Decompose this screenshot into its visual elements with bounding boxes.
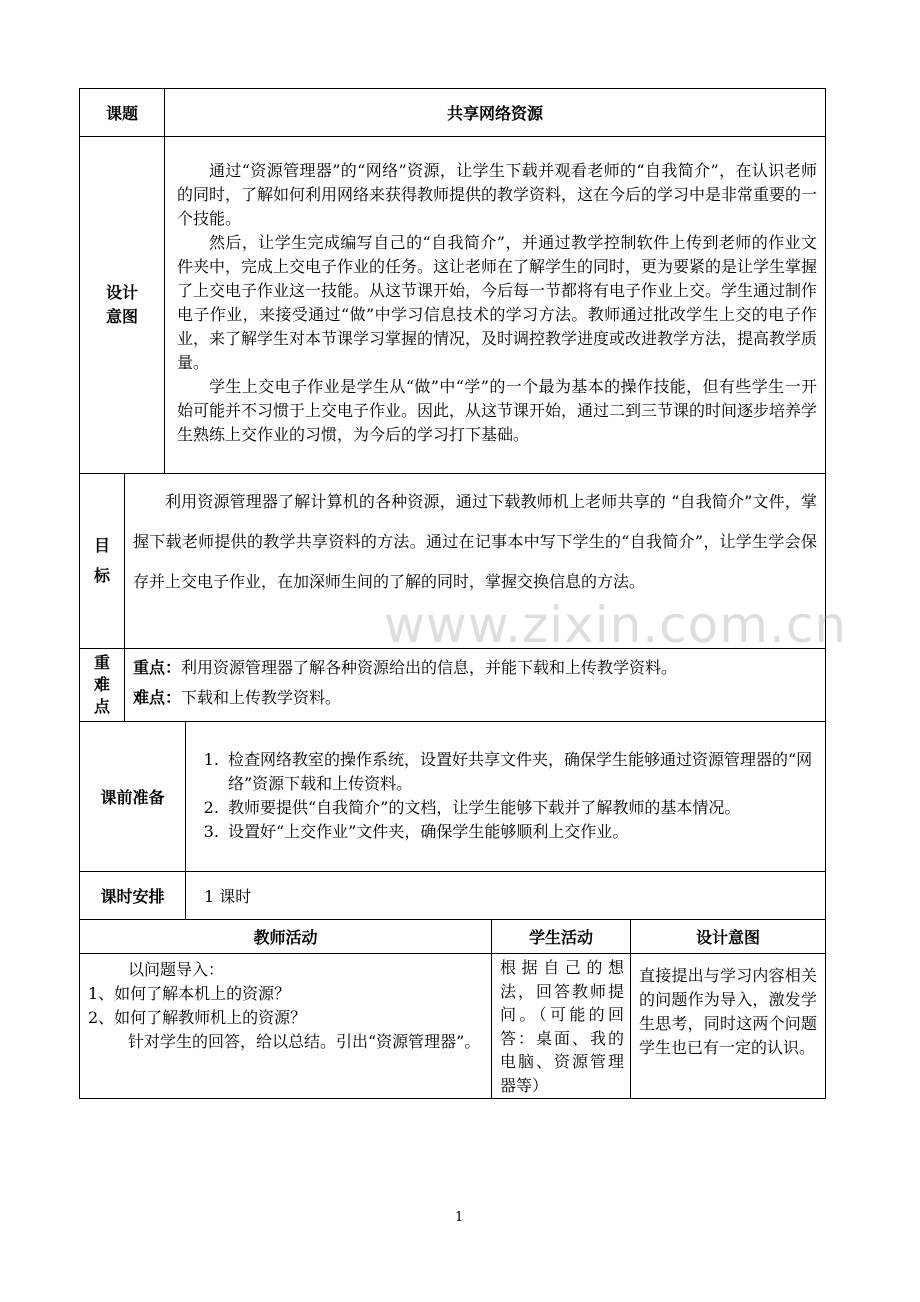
prep-list: [186, 748, 817, 844]
goal-label: 目 标: [79, 473, 125, 649]
schedule-value: 1 课时: [185, 871, 826, 920]
teacher-line-4: 针对学生的回答，给以总结。引出“资源管理器”。: [128, 1032, 481, 1051]
topic-value: 共享网络资源: [164, 88, 826, 137]
watermark: www.zixin.com.cn: [384, 596, 848, 654]
prep-item-3: 3. 设置好“上交作业”文件夹，确保学生能够顺利上交作业。: [224, 820, 817, 844]
prep-item-1: 1. 检查网络教室的操作系统，设置好共享文件夹，确保学生能够通过资源管理器的“网络”资源下载和上传资料。: [224, 748, 817, 796]
key-difficult-content: [124, 648, 826, 722]
teacher-line-3: 2、如何了解教师机上的资源？: [88, 1008, 307, 1027]
key-point: 重点：利用资源管理器了解各种资源给出的信息，并能下载和上传教学资料。: [133, 658, 678, 677]
header-student-activity: 学生活动: [491, 919, 631, 954]
teacher-line-2: 1、如何了解本机上的资源？: [88, 984, 291, 1003]
student-activity-cell: 根据自己的想法，回答教师提问。（可能的回答：桌面、我的电脑、资源管理器等）: [491, 953, 631, 1099]
prep-label: 课前准备: [79, 721, 186, 872]
design-paragraph-1: 通过“资源管理器”的“网络”资源，让学生下载并观看老师的“自我简介”，在认识老师的同时，了解如何利用网络来获得教师提供的教学资料，这在今后的学习中是非常重要的一个技能。: [177, 161, 818, 228]
design-intent-cell: 直接提出与学习内容相关的问题作为导入，激发学生思考，同时这两个问题学生也已有一定的认识。: [630, 953, 826, 1099]
teacher-line-1: 以问题导入：: [128, 960, 225, 979]
design-paragraph-3: 学生上交电子作业是学生从“做”中“学”的一个最为基本的操作技能，但有些学生一开始可能并不习惯于上交电子作业。因此，从这节课开始，通过二到三节课的时间逐步培养学生熟练上交作业的习惯，为今后的学习打下基础。: [177, 377, 818, 444]
page-number: 1: [455, 1210, 464, 1225]
key-difficult-label: 重 难 点: [79, 648, 125, 722]
design-intent-label: 设计 意图: [79, 136, 165, 474]
teacher-activity-cell: [79, 953, 492, 1099]
goal-text: 利用资源管理器了解计算机的各种资源，通过下载教师机上老师共享的 “自我简介”文件，掌握下载老师提供的教学共享资料的方法。通过在记事本中写下学生的“自我简介”，让学生学会保存并上交电子作业，在加深师生间的了解的同时，掌握交换信息的方法。: [133, 492, 817, 591]
difficult-point: 难点：下载和上传教学资料。: [133, 688, 342, 707]
header-design-intent: 设计意图: [630, 919, 826, 954]
header-teacher-activity: 教师活动: [79, 919, 492, 954]
prep-item-2: 2. 教师要提供“自我简介”的文档，让学生能够下载并了解教师的基本情况。: [224, 796, 817, 820]
design-intent-content: [164, 136, 826, 474]
schedule-label: 课时安排: [79, 871, 186, 920]
prep-content: [185, 721, 826, 872]
design-paragraph-2: 然后，让学生完成编写自己的“自我简介”，并通过教学控制软件上传到老师的作业文件夹中，完成上交电子作业的任务。这让老师在了解学生的同时，更为要紧的是让学生掌握了上交电子作业这一技能。从这节课开始，今后每一节都将有电子作业上交。学生通过制作电子作业，来接受通过“做”中学习信息技术的学习方法。教师通过批改学生上交的电子作业，来了解学生对本节课学习掌握的情况，及时调控教学进度或改进教学方法，提高教学质量。: [177, 233, 818, 372]
topic-label: 课题: [79, 88, 165, 137]
